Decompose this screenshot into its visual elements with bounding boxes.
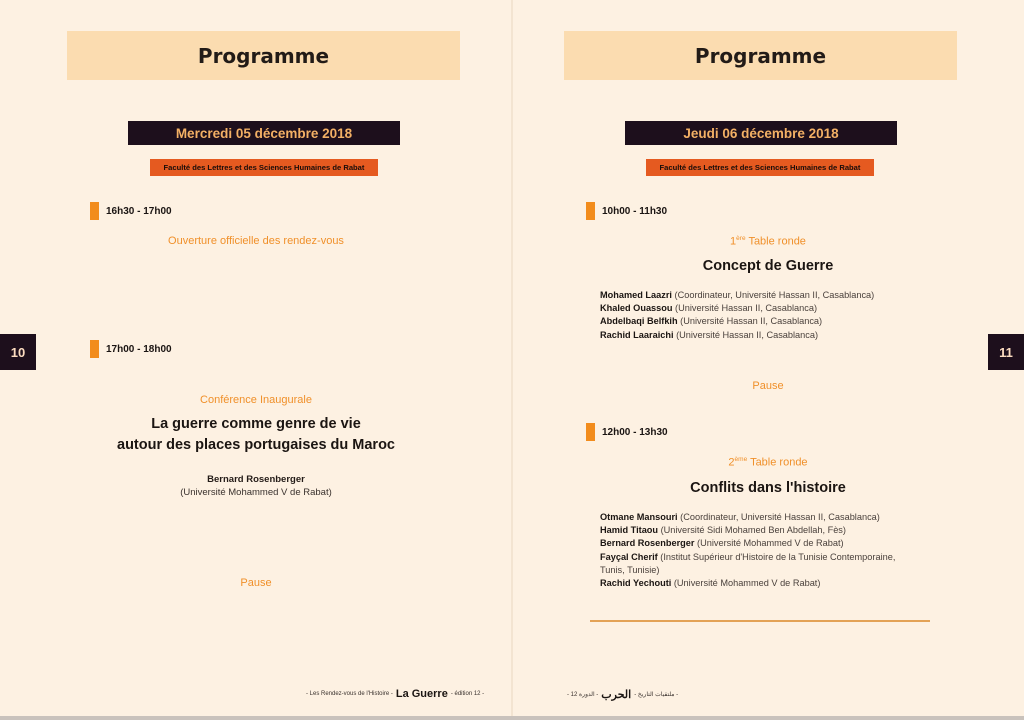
pause-label: Pause bbox=[752, 380, 784, 392]
participant: Abdelbaqi Belfkih (Université Hassan II, Casablanca) bbox=[600, 316, 823, 327]
page-footer: - الدورة 12 - الحرب - ملتقيات التاريخ - bbox=[567, 689, 679, 701]
date-banner: Jeudi 06 décembre 2018 bbox=[625, 121, 897, 145]
slot-time: 12h00 - 13h30 bbox=[602, 426, 668, 438]
participant: Mohamed Laazri (Coordinateur, Université Hassan II, Casablanca) bbox=[600, 290, 875, 300]
venue-banner: Faculté des Lettres et des Sciences Humaines de Rabat bbox=[150, 159, 378, 176]
speaker-name: Bernard Rosenberger bbox=[207, 474, 305, 485]
round-label: 2ème Table ronde bbox=[728, 456, 808, 469]
slot-time: 17h00 - 18h00 bbox=[106, 343, 172, 355]
speaker-affiliation: (Université Mohammed V de Rabat) bbox=[180, 487, 332, 498]
participant: Khaled Ouassou (Université Hassan II, Casablanca) bbox=[600, 303, 818, 314]
slot-time: 10h00 - 11h30 bbox=[602, 205, 668, 217]
session-title-line1: La guerre comme genre de vie bbox=[151, 416, 361, 432]
time-slot-1 bbox=[90, 202, 172, 220]
round-title: Conflits dans l'histoire bbox=[690, 480, 846, 496]
participant: Fayçal Cherif (Institut Supérieur d'Histoire de la Tunisie Contemporaine, bbox=[600, 551, 896, 562]
right-page bbox=[512, 0, 1024, 720]
slot-marker bbox=[586, 202, 595, 220]
participant: Hamid Titaou (Université Sidi Mohamed Ben Abdellah, Fès) bbox=[600, 525, 846, 536]
bottom-edge bbox=[0, 716, 1024, 720]
participant: Bernard Rosenberger (Université Mohammed V de Rabat) bbox=[600, 538, 844, 549]
participant: Rachid Laaraichi (Université Hassan II, Casablanca) bbox=[600, 329, 819, 340]
date-banner: Mercredi 05 décembre 2018 bbox=[128, 121, 400, 145]
pause-label: Pause bbox=[240, 577, 272, 589]
session-label: Ouverture officielle des rendez-vous bbox=[168, 235, 344, 247]
participants-list bbox=[600, 289, 940, 342]
time-slot-1 bbox=[586, 202, 667, 220]
round-title: Concept de Guerre bbox=[702, 258, 834, 274]
slot-marker bbox=[586, 423, 595, 441]
round-label: 1ère Table ronde bbox=[730, 235, 806, 248]
page-number-right: 11 bbox=[988, 334, 1024, 370]
page-number-left: 10 bbox=[0, 334, 36, 370]
page-title: Programme bbox=[564, 31, 957, 80]
time-slot-2 bbox=[586, 423, 668, 441]
participant: Rachid Yechouti (Université Mohammed V de Rabat) bbox=[600, 578, 821, 589]
session-kind: Conférence Inaugurale bbox=[200, 394, 312, 406]
page-title: Programme bbox=[67, 31, 460, 80]
page-footer: - Les Rendez-vous de l'Histoire - La Guerre - édition 12 - bbox=[306, 688, 485, 700]
venue-banner: Faculté des Lettres et des Sciences Humaines de Rabat bbox=[646, 159, 874, 176]
page-gutter bbox=[511, 0, 513, 720]
participant: Otmane Mansouri (Coordinateur, Université Hassan II, Casablanca) bbox=[600, 512, 880, 522]
slot-marker bbox=[90, 202, 99, 220]
session-title-line2: autour des places portugaises du Maroc bbox=[117, 437, 395, 453]
participants-list bbox=[600, 511, 940, 590]
participant-continuation: Tunis, Tunisie) bbox=[600, 564, 660, 575]
time-slot-2 bbox=[90, 340, 172, 358]
section-divider bbox=[590, 620, 930, 622]
slot-marker bbox=[90, 340, 99, 358]
slot-time: 16h30 - 17h00 bbox=[106, 205, 172, 217]
